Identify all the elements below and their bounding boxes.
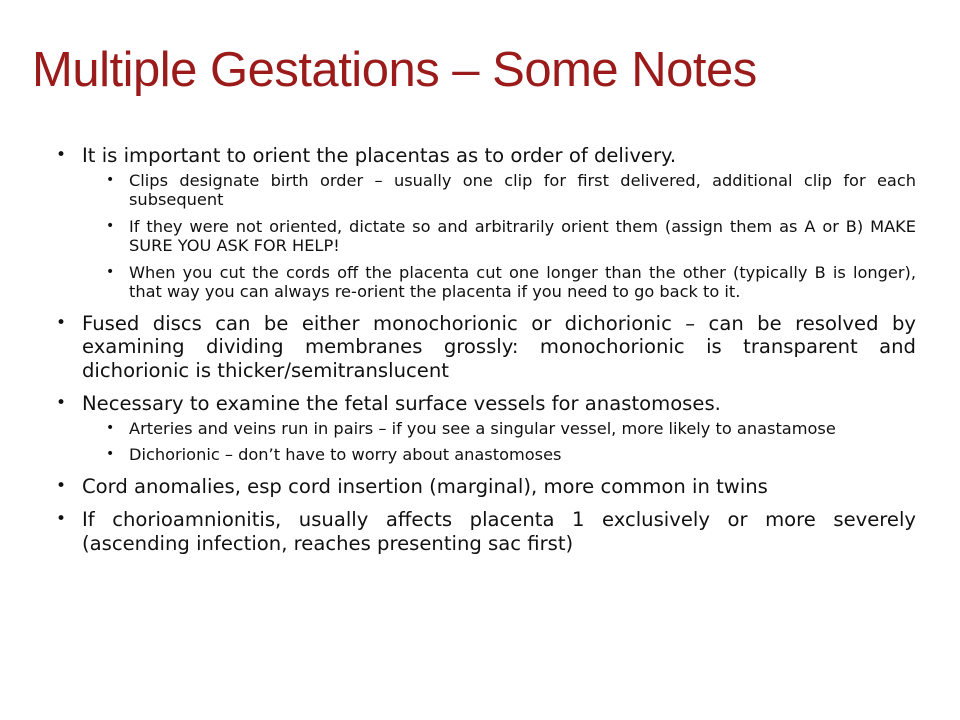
bullet-item xyxy=(56,144,916,302)
bullet-dot-icon: • xyxy=(56,509,67,529)
sub-bullet-item xyxy=(82,263,916,302)
sub-bullet-text: Clips designate birth order – usually one clip for first delivered, additional clip for each subsequent xyxy=(129,170,916,209)
slide-title: Multiple Gestations – Some Notes xyxy=(32,43,757,97)
bullet-dot-icon: • xyxy=(56,312,67,333)
sub-bullet-list xyxy=(82,419,916,465)
bullet-dot-icon: • xyxy=(106,217,115,234)
sub-bullet-list xyxy=(82,171,916,302)
bullet-dot-icon: • xyxy=(56,393,67,413)
bullet-dot-icon: • xyxy=(106,171,115,188)
bullet-dot-icon: • xyxy=(56,145,67,165)
sub-bullet-text: When you cut the cords off the placenta cut one longer than the other (typically B is longer), that way you can always re-orient the placenta if you need to go back to it. xyxy=(129,262,916,301)
bullet-dot-icon: • xyxy=(56,475,67,496)
bullet-list xyxy=(56,144,916,555)
sub-bullet-text: Dichorionic – don’t have to worry about anastomoses xyxy=(129,445,562,464)
bullet-text: Cord anomalies, esp cord insertion (marginal), more common in twins xyxy=(82,474,768,498)
bullet-text: It is important to orient the placentas as to order of delivery. xyxy=(82,144,677,167)
bullet-text: Fused discs can be either monochorionic or dichorionic – can be resolved by examining dividing membranes grossly: monochorionic is transparent and dichorionic is thicker/semitranslucent xyxy=(82,311,916,382)
bullet-item xyxy=(56,475,916,499)
bullet-dot-icon: • xyxy=(106,263,115,280)
bullet-item xyxy=(56,392,916,465)
sub-bullet-item xyxy=(82,217,916,256)
sub-bullet-item xyxy=(82,171,916,210)
sub-bullet-text: Arteries and veins run in pairs – if you see a singular vessel, more likely to anastamose xyxy=(129,418,836,438)
sub-bullet-item xyxy=(82,445,916,465)
bullet-text: Necessary to examine the fetal surface vessels for anastomoses. xyxy=(82,392,721,415)
bullet-item xyxy=(56,508,916,555)
slide-body xyxy=(56,144,916,555)
sub-bullet-text: If they were not oriented, dictate so and arbitrarily orient them (assign them as A or B) MAKE SURE YOU ASK FOR HELP! xyxy=(129,216,916,255)
bullet-item xyxy=(56,312,916,383)
bullet-dot-icon: • xyxy=(106,446,115,462)
bullet-text: If chorioamnionitis, usually affects placenta 1 exclusively or more severely (ascending infection, reaches presenting sac first) xyxy=(82,508,916,555)
sub-bullet-item xyxy=(82,419,916,439)
bullet-dot-icon: • xyxy=(106,419,115,436)
